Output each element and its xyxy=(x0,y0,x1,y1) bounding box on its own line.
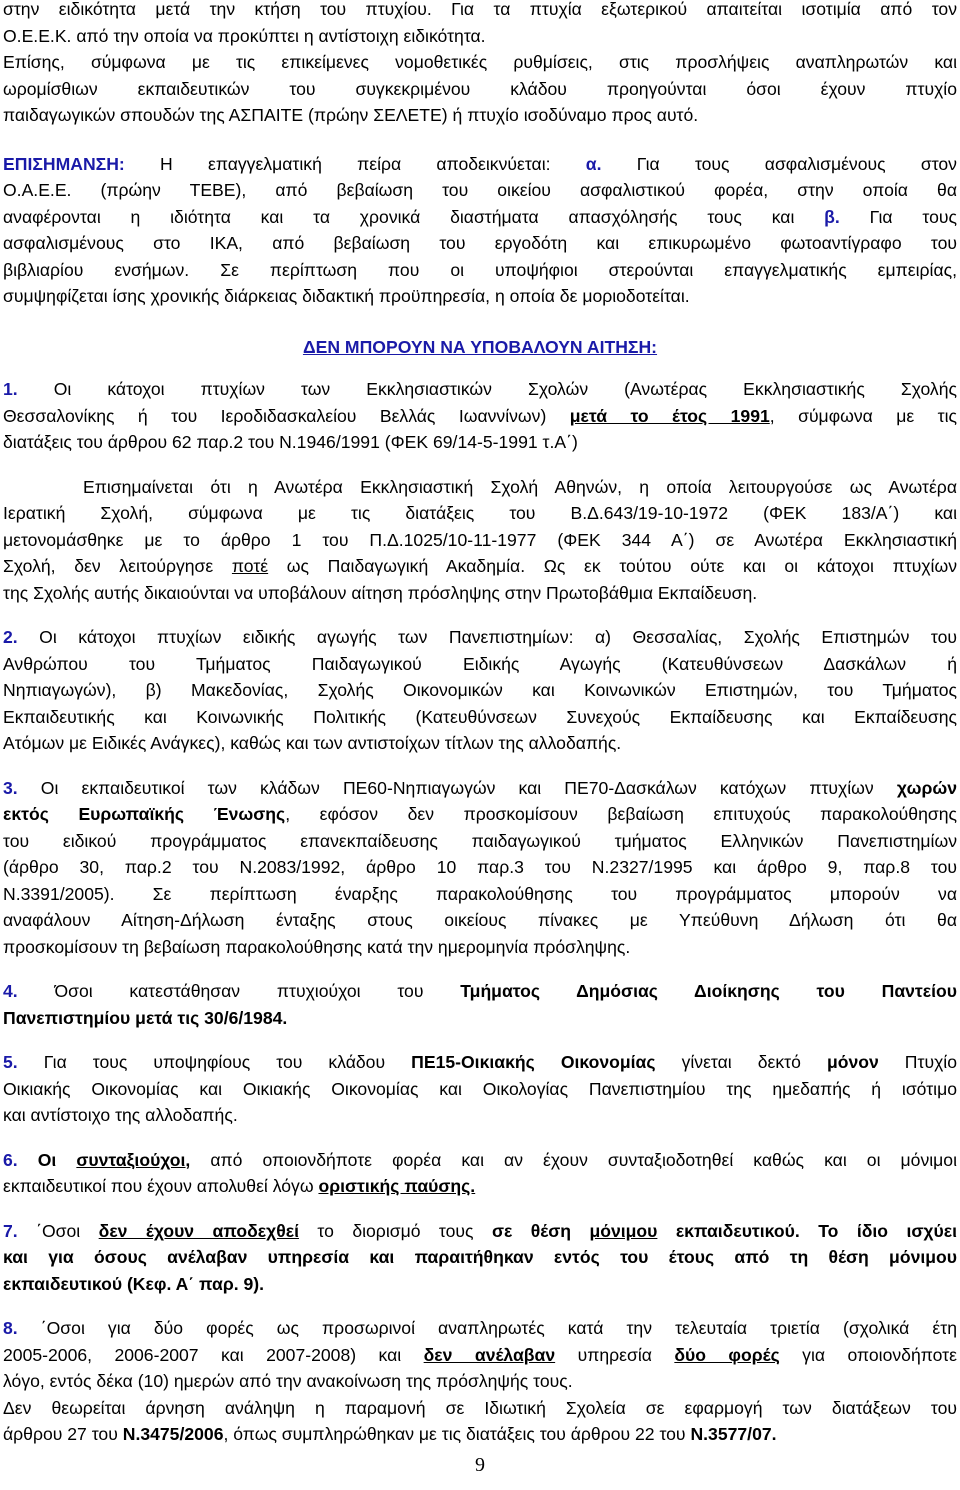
text-line: άρθρου 27 του Ν.3475/2006, όπως συμπληρώθηκαν με τις διατάξεις του άρθρου 22 του Ν.3577/07. xyxy=(3,1424,777,1444)
list-item-2: 2. Οι κάτοχοι πτυχίων ειδικής αγωγής των Πανεπιστημίων: α) Θεσσαλίας, Σχολής Επιστημών του xyxy=(3,627,957,647)
text-line: Ανθρώπου του Τμήματος Παιδαγωγικού Ειδικής Αγωγής (Κατευθύνσεων Δασκάλων ή xyxy=(3,653,957,674)
list-item-3: 3. Οι εκπαιδευτικοί των κλάδων ΠΕ60-Νηπιαγωγών και ΠΕ70-Δασκάλων κατόχων πτυχίων χωρών xyxy=(3,777,957,798)
text-line: (άρθρο 30, παρ.2 του Ν.2083/1992, άρθρο 10 παρ.3 του Ν.2327/1995 και άρθρο 9, παρ.8 του xyxy=(3,857,957,877)
text-line: εκτός Ευρωπαϊκής Ένωσης, εφόσον δεν προσκομίσουν βεβαίωση επιτυχούς παρακολούθησης xyxy=(3,804,957,824)
list-item-6: 6. Οι συνταξιούχοι, από οποιονδήποτε φορέα και αν έχουν συνταξιοδοτηθεί καθώς και οι μόνιμοι xyxy=(3,1149,957,1170)
note-line: συμψηφίζεται ίσης χρονικής διάρκειας διδακτική προϋπηρεσία, η οποία δε μοριοδοτείται. xyxy=(3,286,690,306)
text-line: Οικιακής Οικονομίας και Οικιακής Οικονομίας και Οικολογίας Πανεπιστημίου της ημεδαπής ή ισότιμο xyxy=(3,1078,957,1099)
text-line: προσκομίσουν τη βεβαίωση παρακολούθησης κατά την ημερομηνία πρόσληψης. xyxy=(3,936,631,957)
note-line: αναφέρονται η ιδιότητα και τα χρονικά διαστήματα απασχόλησής τους και β. Για τους xyxy=(3,206,957,227)
text-line: Ιερατική Σχολή, σύμφωνα με τις διατάξεις του Β.Δ.643/19-10-1972 (ΦΕΚ 183/Α΄) και xyxy=(3,503,957,523)
text-line: Θεσσαλονίκης ή του Ιεροδιδασκαλείου Βελλάς Ιωαννίνων) μετά το έτος 1991, σύμφωνα με τις xyxy=(3,405,957,426)
text-line: στην ειδικότητα μετά την κτήση του πτυχίου. Για τα πτυχία εξωτερικού απαιτείται ισοτιμία από τον xyxy=(3,0,957,19)
text-line: Πανεπιστημίου μετά τις 30/6/1984. xyxy=(3,1007,288,1028)
text-line: Επίσης, σύμφωνα με τις επικείμενες νομοθετικές ρυθμίσεις, στις προσλήψεις αναπληρωτών και xyxy=(3,52,957,72)
text-line: Νηπιαγωγών), β) Μακεδονίας, Σχολής Οικονομικών και Κοινωνικών Επιστημών, του Τμήματος xyxy=(3,680,957,700)
text-line: του ειδικού προγράμματος επανεκπαίδευσης παιδαγωγικού τμήματος Ελληνικών Πανεπιστημίων xyxy=(3,830,957,851)
text-line: λόγο, εντός δέκα (10) ημερών από την ανακοίνωση της πρόσληψής τους. xyxy=(3,1371,573,1391)
section-heading: ΔΕΝ ΜΠΟΡΟΥΝ ΝΑ ΥΠΟΒΑΛΟΥΝ ΑΙΤΗΣΗ: xyxy=(302,336,658,357)
list-item-1: 1. Οι κάτοχοι πτυχίων των Εκκλησιαστικών Σχολών (Ανωτέρας Εκκλησιαστικής Σχολής xyxy=(3,379,957,399)
text-line: Επισημαίνεται ότι η Ανωτέρα Εκκλησιαστική Σχολή Αθηνών, η οποία λειτουργούσε ως Ανωτέρα xyxy=(83,476,957,497)
list-item-4: 4. Όσοι κατεστάθησαν πτυχιούχοι του Τμήματος Δημόσιας Διοίκησης του Παντείου xyxy=(3,981,957,1001)
text-line: παιδαγωγικών σπουδών της ΑΣΠΑΙΤΕ (πρώην ΣΕΛΕΤΕ) ή πτυχίο ισοδύναμο προς αυτό. xyxy=(3,105,699,125)
text-line: Εκπαιδευτικής και Κοινωνικής Πολιτικής (Κατευθύνσεων Συνεχούς Εκπαίδευσης και Εκπαίδευσης xyxy=(3,706,957,727)
list-item-5: 5. Για τους υποψηφίους του κλάδου ΠΕ15-Οικιακής Οικονομίας γίνεται δεκτό μόνον Πτυχίο xyxy=(3,1052,957,1072)
note-label: ΕΠΙΣΗΜΑΝΣΗ: xyxy=(3,153,125,174)
note-line: Ο.Α.Ε.Ε. (πρώην ΤΕΒΕ), από βεβαίωση του οικείου ασφαλιστικού φορέα, στην οποία θα xyxy=(3,180,957,200)
text-line: και για όσους ανέλαβαν υπηρεσία και παραιτήθηκαν εντός του έτους από τη θέση μόνιμου xyxy=(3,1247,957,1267)
text-line: και αντίστοιχο της αλλοδαπής. xyxy=(3,1105,238,1125)
note-line: βιβλιαρίου ενσήμων. Σε περίπτωση που οι υποψήφιοι στερούνται επαγγελματικής εμπειρίας, xyxy=(3,259,957,280)
text-line: διατάξεις του άρθρου 62 παρ.2 του Ν.1946/1991 (ΦΕΚ 69/14-5-1991 τ.Α΄) xyxy=(3,432,578,452)
note-line: ασφαλισμένους στο ΙΚΑ, από βεβαίωση του εργοδότη και επικυρωμένο φωτοαντίγραφο του xyxy=(3,233,957,253)
list-item-8: 8. ΄Οσοι για δύο φορές ως προσωρινοί αναπληρωτές κατά την τελευταία τριετία (σχολικά έτη xyxy=(3,1318,957,1338)
text-line: ωρομίσθιων εκπαιδευτικών του συγκεκριμένου κλάδου προηγούνται όσοι έχουν πτυχίο xyxy=(3,78,957,99)
list-item-7: 7. ΄Οσοι δεν έχουν αποδεχθεί το διορισμό τους σε θέση μόνιμου εκπαιδευτικού. Το ίδιο ισχύει xyxy=(3,1220,957,1241)
page-number: 9 xyxy=(475,1454,485,1476)
note-line: ΕΠΙΣΗΜΑΝΣΗ: Η επαγγελματική πείρα αποδεικνύεται: α. Για τους ασφαλισμένους στον xyxy=(3,153,957,174)
text-line: Ο.Ε.Ε.Κ. από την οποία να προκύπτει η αντίστοιχη ειδικότητα. xyxy=(3,25,486,46)
text-line: μετονομάσθηκε με το άρθρο 1 του Π.Δ.1025/10-11-1977 (ΦΕΚ 344 Α΄) σε Ανωτέρα Εκκλησιαστική xyxy=(3,529,957,550)
text-line: Σχολή, δεν λειτούργησε ποτέ ως Παιδαγωγική Ακαδημία. Ως εκ τούτου ούτε και οι κάτοχοι πτυχίων xyxy=(3,556,957,576)
text-line: Ατόμων με Ειδικές Ανάγκες), καθώς και των αντιστοίχων τίτλων της αλλοδαπής. xyxy=(3,733,622,753)
text-line: 2005-2006, 2006-2007 και 2007-2008) και δεν ανέλαβαν υπηρεσία δύο φορές για οποιονδήποτε xyxy=(3,1344,957,1365)
text-line: Ν.3391/2005). Σε περίπτωση έναρξης παρακολούθησης του προγράμματος μπορούν να xyxy=(3,883,957,904)
text-line: της Σχολής αυτής δικαιούνται να υποβάλουν αίτηση πρόσληψης στην Πρωτοβάθμια Εκπαίδευση. xyxy=(3,582,758,603)
text-line: εκπαιδευτικού (Κεφ. Α΄ παρ. 9). xyxy=(3,1273,265,1294)
text-line: Δεν θεωρείται άρνηση ανάληψη η παραμονή σε Ιδιωτική Σχολεία σε εφαρμογή των διατάξεων του xyxy=(3,1397,957,1418)
text-line: αναφάλουν Αίτηση-Δήλωση ένταξης στους οικείους πίνακες με Υπεύθυνη Δήλωση ότι θα xyxy=(3,910,957,930)
text-line: εκπαιδευτικοί που έχουν απολυθεί λόγω οριστικής παύσης. xyxy=(3,1176,476,1196)
